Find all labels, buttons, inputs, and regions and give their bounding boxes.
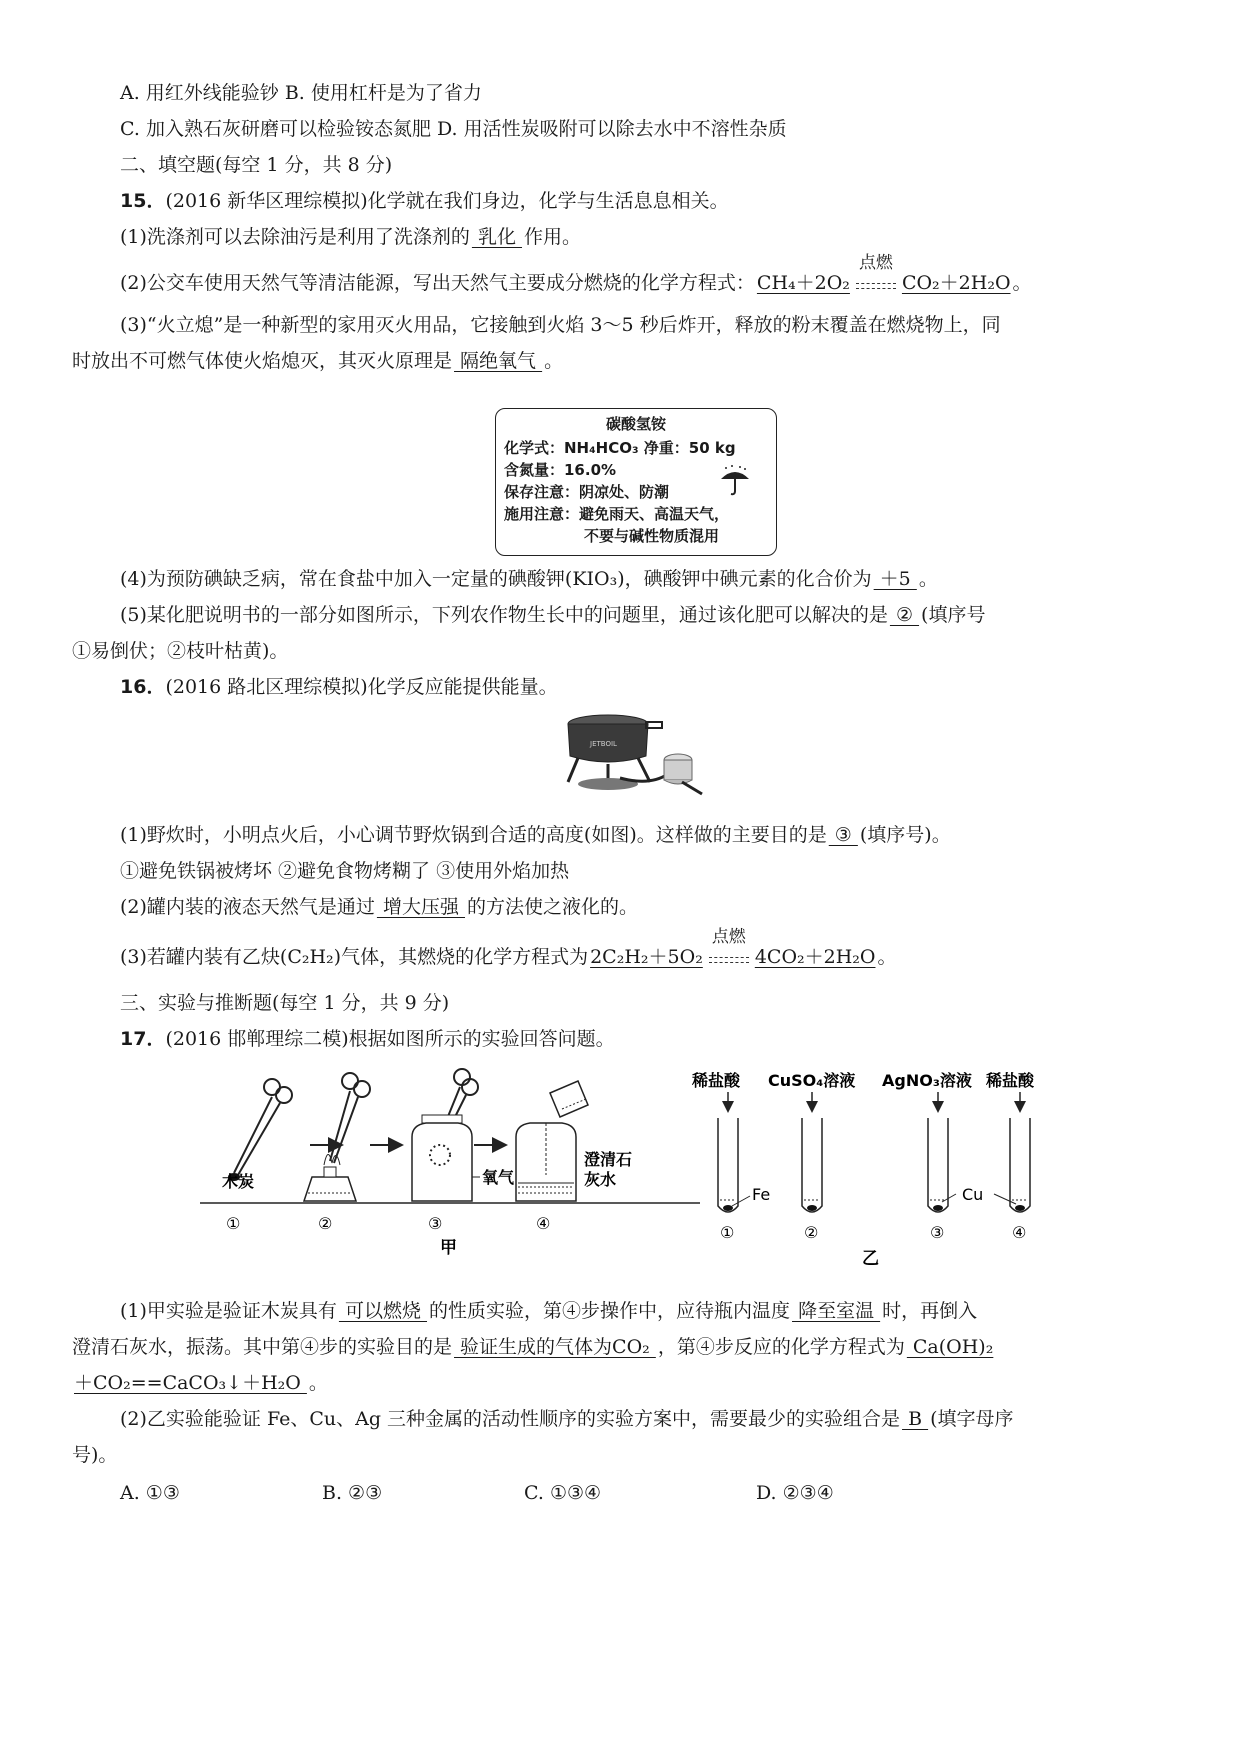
jia-step-2: ② <box>318 1214 333 1233</box>
q17-part1-line1 <box>120 1298 977 1324</box>
q15-part1 <box>120 224 581 250</box>
q16-part1 <box>120 822 951 848</box>
q16-p3-answer-right: 4CO₂＋2H₂O <box>754 946 876 968</box>
reaction-arrow-icon <box>709 957 749 963</box>
q16-p2-text: (2)罐内装的液态天然气是通过 <box>120 896 375 918</box>
q15-part2 <box>120 253 1032 296</box>
limewater-label-2: 灰水 <box>584 1170 617 1189</box>
q16-p2-answer: 增大压强 <box>376 896 466 918</box>
yi-caption: 乙 <box>862 1249 879 1268</box>
section3-title: 三、实验与推断题(每空 1 分，共 9 分) <box>120 992 450 1014</box>
q16-p3-condition-text: 点燃 <box>711 927 746 947</box>
fe-label: Fe <box>752 1185 771 1204</box>
q15-p5-answer: ② <box>889 604 920 626</box>
q15-p4-text: (4)为预防碘缺乏病，常在食盐中加入一定量的碘酸钾(KIO₃)，碘酸钾中碘元素的化合价为 <box>120 568 872 590</box>
q15-p2-text: (2)公交车使用天然气等清洁能源，写出天然气主要成分燃烧的化学方程式： <box>120 272 755 294</box>
q16-p3-post: 。 <box>877 946 897 968</box>
q17-option-b: B. ②③ <box>322 1482 383 1504</box>
q17-option-c: C. ①③④ <box>524 1482 602 1504</box>
q15-part3-line2 <box>72 348 563 374</box>
yi-step-2: ② <box>804 1223 819 1242</box>
yi-step-4: ④ <box>1012 1223 1027 1242</box>
q15-p5-text: (5)某化肥说明书的一部分如图所示，下列农作物生长中的问题里，通过该化肥可以解决的是 <box>120 604 888 626</box>
q17-stem-line <box>120 1026 615 1052</box>
q15-p5-post: (填序号 <box>921 604 986 626</box>
svg-text:JETBOIL: JETBOIL <box>590 740 617 748</box>
q17-p1-answer-2: 降至室温 <box>792 1300 881 1322</box>
q16-stem-line <box>120 674 558 700</box>
q17-p2-answer: B <box>902 1408 929 1430</box>
q17-part1-line2 <box>72 1334 995 1360</box>
q15-p4-answer: ＋5 <box>873 568 917 590</box>
figure-jia <box>200 1065 700 1255</box>
q15-part5-line1 <box>120 602 985 628</box>
fertilizer-usage-1: 施用注意：避免雨天、高温天气， <box>504 505 730 523</box>
q17-p1-answer-1: 可以燃烧 <box>338 1300 428 1322</box>
q17-p1-post: 。 <box>308 1372 328 1394</box>
q17-p1-answer-4b: ＋CO₂==CaCO₃↓＋H₂O <box>74 1372 307 1394</box>
q15-p3-post: 。 <box>544 350 564 372</box>
q17-p1-text-e: ，第④步反应的化学方程式为 <box>657 1336 905 1358</box>
jia-step-3: ③ <box>428 1214 443 1233</box>
yi-step-3: ③ <box>930 1223 945 1242</box>
fertilizer-formula: 化学式：NH₄HCO₃ 净重：50 kg <box>504 439 736 457</box>
q17-part2-line2: 号)。 <box>72 1444 118 1466</box>
figure-yi <box>690 1068 1050 1268</box>
q16-options: ①避免铁锅被烤坏 ②避免食物烤糊了 ③使用外焰加热 <box>120 860 570 882</box>
fertilizer-storage: 保存注意：阴凉处、防潮 <box>504 483 670 501</box>
umbrella-icon <box>718 465 752 497</box>
camping-stove-figure <box>560 708 710 796</box>
reagent-4: 稀盐酸 <box>986 1071 1035 1090</box>
q15-p1-text: (1)洗涤剂可以去除油污是利用了洗涤剂的 <box>120 226 470 248</box>
q15-p3-text: 时放出不可燃气体使火焰熄灭，其灭火原理是 <box>72 350 453 372</box>
q15-part5-line2: ①易倒伏；②枝叶枯黄)。 <box>72 640 289 662</box>
q17-p1-text-c: 时，再倒入 <box>882 1300 978 1322</box>
q15-p3-answer: 隔绝氧气 <box>454 350 543 372</box>
q15-p2-condition <box>852 253 900 296</box>
q14-options-line1: A. 用红外线能验钞 B. 使用杠杆是为了省力 <box>120 82 482 104</box>
q15-p1-post: 作用。 <box>524 226 582 248</box>
q17-p1-text-d: 澄清石灰水，振荡。其中第④步的实验目的是 <box>72 1336 453 1358</box>
reaction-arrow-icon <box>856 283 896 289</box>
q17-stem: (2016 邯郸理综二模)根据如图所示的实验回答问题。 <box>165 1028 615 1050</box>
oxygen-jar <box>412 1069 478 1201</box>
q15-p1-answer: 乳化 <box>471 226 523 248</box>
q17-part1-line3 <box>72 1370 328 1396</box>
q16-p3-text: (3)若罐内装有乙炔(C₂H₂)气体，其燃烧的化学方程式为 <box>120 946 589 968</box>
q15-p2-answer-left: CH₄＋2O₂ <box>756 272 850 294</box>
q15-number: 15． <box>120 190 166 212</box>
q17-p2-post: (填字母序 <box>930 1408 1014 1430</box>
q15-p4-post: 。 <box>918 568 938 590</box>
reagent-1: 稀盐酸 <box>692 1071 741 1090</box>
q15-p2-condition-text: 点燃 <box>858 253 893 273</box>
q16-p3-answer-left: 2C₂H₂＋5O₂ <box>590 946 703 968</box>
q17-number: 17． <box>120 1028 166 1050</box>
charcoal-label: 木炭 <box>222 1172 255 1191</box>
jia-step-1: ① <box>226 1214 241 1233</box>
q16-number: 16． <box>120 676 166 698</box>
alcohol-lamp <box>304 1073 370 1201</box>
q17-p1-text-a: (1)甲实验是验证木炭具有 <box>120 1300 337 1322</box>
tongs-step1 <box>228 1079 292 1181</box>
section2-title: 二、填空题(每空 1 分，共 8 分) <box>120 154 393 176</box>
q16-part3 <box>120 927 897 970</box>
q17-option-d: D. ②③④ <box>756 1482 834 1504</box>
limewater-jar <box>516 1081 588 1201</box>
q16-part2 <box>120 894 638 920</box>
q17-part2-line1 <box>120 1406 1014 1432</box>
q16-p3-condition <box>705 927 753 970</box>
reagent-2: CuSO₄溶液 <box>768 1071 856 1090</box>
q16-stem: (2016 路北区理综模拟)化学反应能提供能量。 <box>165 676 558 698</box>
q17-p2-text: (2)乙实验能验证 Fe、Cu、Ag 三种金属的活动性顺序的实验方案中，需要最少的实验组合是 <box>120 1408 901 1430</box>
q17-p1-text-b: 的性质实验，第④步操作中，应待瓶内温度 <box>429 1300 791 1322</box>
oxygen-label: 氧气 <box>482 1168 515 1187</box>
q16-p1-post: (填序号)。 <box>859 824 951 846</box>
q15-p2-post: 。 <box>1012 272 1032 294</box>
yi-step-1: ① <box>720 1223 735 1242</box>
q14-options-line2: C. 加入熟石灰研磨可以检验铵态氮肥 D. 用活性炭吸附可以除去水中不溶性杂质 <box>120 118 787 140</box>
cu-label: Cu <box>962 1185 984 1204</box>
fertilizer-label <box>495 408 777 556</box>
jia-step-4: ④ <box>536 1214 551 1233</box>
q16-p1-text: (1)野炊时，小明点火后，小心调节野炊锅到合适的高度(如图)。这样做的主要目的是 <box>120 824 827 846</box>
q17-p1-answer-3: 验证生成的气体为CO₂ <box>454 1336 656 1358</box>
reagent-3: AgNO₃溶液 <box>882 1071 972 1090</box>
fertilizer-title: 碳酸氢铵 <box>605 415 666 433</box>
q17-p1-answer-4a: Ca(OH)₂ <box>906 1336 994 1358</box>
fertilizer-usage-2: 不要与碱性物质混用 <box>584 527 720 545</box>
q17-option-a: A. ①③ <box>120 1482 180 1504</box>
q15-stem: (2016 新华区理综模拟)化学就在我们身边，化学与生活息息相关。 <box>165 190 729 212</box>
limewater-label-1: 澄清石 <box>584 1150 633 1169</box>
q15-stem-line <box>120 188 729 214</box>
fertilizer-nitrogen: 含氮量：16.0% <box>504 461 617 479</box>
q16-p2-post: 的方法使之液化的。 <box>467 896 639 918</box>
q15-p2-answer-right: CO₂＋2H₂O <box>901 272 1011 294</box>
jia-caption: 甲 <box>440 1238 457 1255</box>
q15-part4 <box>120 566 938 592</box>
q15-part3-line1: (3)“火立熄”是一种新型的家用灭火用品，它接触到火焰 3～5 秒后炸开，释放的粉末覆盖在燃烧物上，同 <box>120 314 1001 336</box>
q16-p1-answer: ③ <box>828 824 858 846</box>
